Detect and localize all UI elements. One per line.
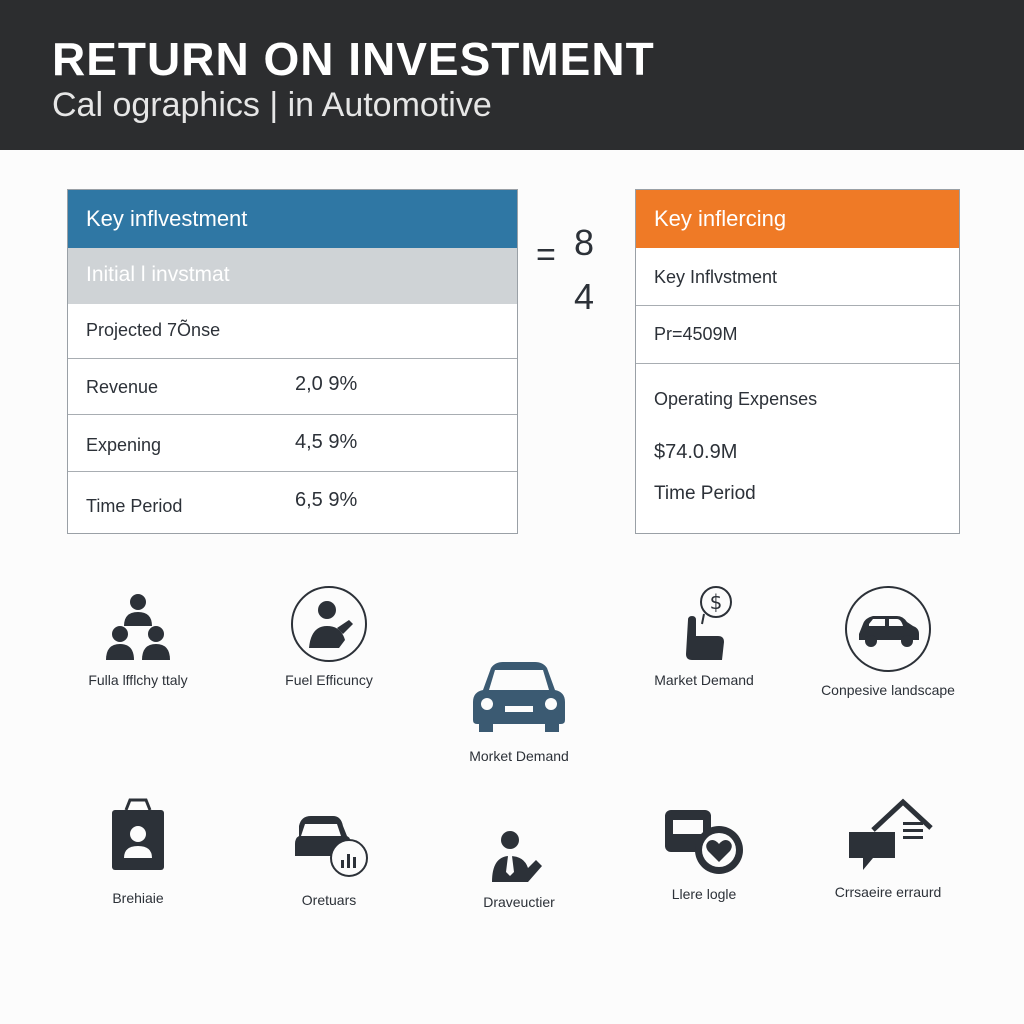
- table-row: [68, 472, 517, 533]
- table-row: [68, 359, 517, 415]
- row-extra-label: Time Period: [654, 483, 756, 504]
- feature-title: Crrsaeire erraurd: [834, 884, 942, 900]
- page-subtitle: Cal ographics | in Automotive: [52, 86, 492, 124]
- feature-item: [619, 800, 789, 902]
- mechanic-icon: [289, 584, 369, 664]
- feature-title: Llere logle: [671, 886, 737, 902]
- row-label: Operating Expenses: [654, 389, 818, 409]
- row-value: $74.0.9M: [654, 441, 738, 463]
- car-front-icon: [469, 660, 569, 734]
- hand-dollar-icon: [664, 584, 744, 664]
- car-side-icon: [843, 584, 933, 674]
- page-title: RETURN ON INVESTMENT: [52, 33, 655, 85]
- header-banner: [0, 0, 1024, 150]
- table-row: [636, 306, 959, 364]
- equation-bottom-number: 4: [574, 276, 595, 317]
- svg-text:$: $: [709, 590, 723, 614]
- table-row: [636, 364, 959, 533]
- feature-title: Draveuctier: [483, 894, 555, 910]
- businessman-icon: [484, 826, 554, 884]
- row-label: Revenue: [86, 377, 159, 397]
- table-subheader-label: Initial l invstmat: [86, 263, 230, 286]
- table-row: [68, 415, 517, 472]
- row-value: 2,0 9%: [295, 373, 358, 395]
- row-label: Projected 7Õnse: [86, 320, 221, 340]
- feature-title: Market Demand: [654, 672, 754, 688]
- row-label: Expening: [86, 435, 162, 455]
- key-influencing-table: [635, 189, 960, 534]
- row-label: Pr=4509M: [654, 324, 738, 344]
- feature-item: [53, 584, 223, 688]
- table-header: [68, 190, 517, 248]
- feature-item: [619, 584, 789, 688]
- table-row: [68, 304, 517, 359]
- people-group-icon: [98, 584, 178, 664]
- row-label: Key Inflvstment: [654, 267, 778, 287]
- equals-sign: =: [536, 236, 556, 274]
- feature-title: Morket Demand: [469, 748, 569, 764]
- feature-title: Fulla lfflchy ttaly: [88, 672, 188, 688]
- engine-heart-icon: [659, 800, 749, 880]
- row-value: 6,5 9%: [295, 489, 358, 511]
- feature-title: Fuel Efficuncy: [285, 672, 373, 688]
- table-header-label: Key inflercing: [654, 206, 787, 231]
- car-chart-icon: [289, 806, 369, 880]
- feature-item: [244, 806, 414, 908]
- table-header: [636, 190, 959, 248]
- feature-item: [434, 826, 604, 910]
- feature-title: Conpesive landscape: [821, 682, 955, 698]
- id-badge-icon: [98, 796, 178, 876]
- feature-title: Oretuars: [301, 892, 357, 908]
- feature-item: [803, 796, 973, 900]
- feature-item: [244, 584, 414, 688]
- feature-item: [803, 584, 973, 698]
- feature-title: Brehiaie: [112, 890, 164, 906]
- table-subheader: [68, 248, 517, 304]
- row-label: Time Period: [86, 496, 183, 516]
- feature-item: [53, 796, 223, 906]
- table-header-label: Key inflvestment: [86, 206, 248, 231]
- house-chat-icon: [843, 796, 933, 876]
- row-value: 4,5 9%: [295, 431, 358, 453]
- equation-top-number: 8: [574, 222, 595, 263]
- feature-item: [434, 660, 604, 764]
- key-investment-table: [67, 189, 518, 534]
- table-row: [636, 248, 959, 306]
